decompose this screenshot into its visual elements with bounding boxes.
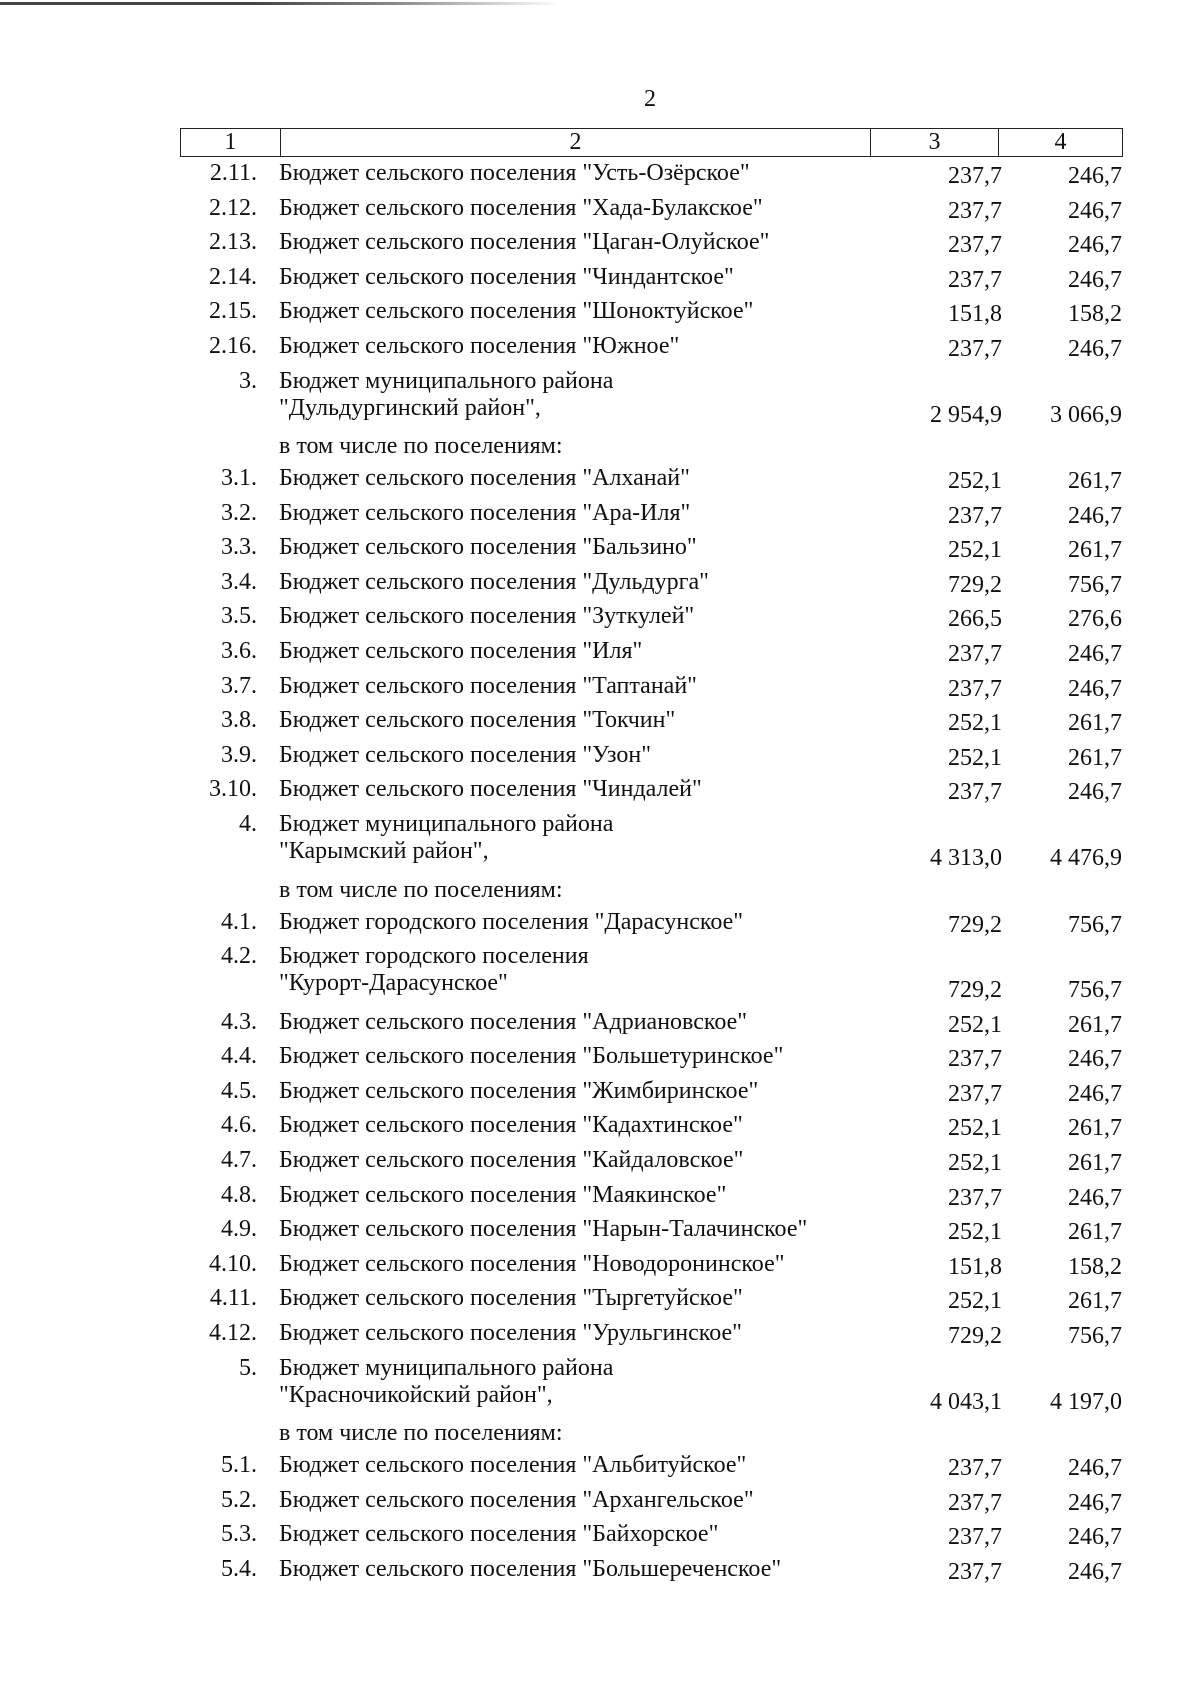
budget-name-line: Бюджет сельского поселения "Цаган-Олуйское" <box>279 229 770 256</box>
value-column-3: 729,2 <box>948 571 1002 598</box>
budget-name <box>279 1556 899 1583</box>
value-column-4: 261,7 <box>1068 1219 1122 1246</box>
page-number: 2 <box>644 86 656 112</box>
column-header-row <box>180 128 1123 157</box>
budget-name-line: в том числе по поселениям: <box>279 1420 563 1447</box>
budget-name-line-2: "Курорт-Дарасунское" <box>279 970 508 997</box>
value-column-4: 261,7 <box>1068 1288 1122 1315</box>
budget-name <box>279 1182 899 1209</box>
value-column-4: 261,7 <box>1068 744 1122 771</box>
budget-name <box>279 1452 899 1479</box>
budget-name-line: Бюджет сельского поселения "Кайдаловское" <box>279 1146 744 1173</box>
value-column-4: 246,7 <box>1068 1489 1122 1516</box>
budget-name <box>279 433 899 460</box>
value-column-3: 237,7 <box>948 1524 1002 1551</box>
budget-name-line-2: "Дульдургинский район", <box>279 394 541 421</box>
value-column-3: 252,1 <box>948 468 1002 495</box>
value-column-3: 237,7 <box>948 266 1002 293</box>
budget-name <box>279 1078 899 1105</box>
value-column-4: 246,7 <box>1068 1080 1122 1107</box>
budget-name <box>279 465 899 492</box>
table-row <box>180 195 1123 230</box>
table-row <box>180 1285 1123 1320</box>
budget-name <box>279 1251 899 1278</box>
value-column-4: 756,7 <box>1068 911 1122 938</box>
table-row <box>180 943 1123 1009</box>
row-number: 3.8. <box>221 707 257 734</box>
budget-name <box>279 333 899 360</box>
table-row <box>180 229 1123 264</box>
table-row <box>180 707 1123 742</box>
value-column-3: 237,7 <box>948 163 1002 189</box>
value-column-4: 261,7 <box>1068 1011 1122 1038</box>
budget-name <box>279 603 899 630</box>
row-number: 4.7. <box>221 1146 257 1173</box>
column-header-4: 4 <box>1054 129 1067 155</box>
table-row <box>180 1009 1123 1044</box>
budget-name-line: Бюджет сельского поселения "Алханай" <box>279 465 690 492</box>
budget-name-line: Бюджет сельского поселения "Большереченское" <box>279 1555 782 1582</box>
budget-name <box>279 1487 899 1514</box>
budget-name-line: Бюджет сельского поселения "Чиндалей" <box>279 776 702 803</box>
table-row <box>180 1147 1123 1182</box>
value-column-4: 246,7 <box>1068 335 1122 362</box>
budget-name-line: Бюджет городского поселения "Дарасунское" <box>279 908 744 935</box>
budget-name <box>279 534 899 561</box>
budget-name <box>279 569 899 596</box>
value-column-4: 246,7 <box>1068 1524 1122 1551</box>
row-number: 2.16. <box>209 332 257 359</box>
value-column-4: 261,7 <box>1068 1149 1122 1176</box>
row-number: 4. <box>239 811 257 837</box>
value-column-4: 158,2 <box>1068 301 1122 328</box>
value-column-3: 252,1 <box>948 537 1002 564</box>
value-column-4: 261,7 <box>1068 468 1122 495</box>
value-column-3: 237,7 <box>948 1489 1002 1516</box>
value-column-4: 261,7 <box>1068 537 1122 564</box>
budget-name-line: Бюджет сельского поселения "Архангельское" <box>279 1486 754 1513</box>
row-number: 3.9. <box>221 741 257 768</box>
table-row <box>180 1112 1123 1147</box>
value-column-3: 237,7 <box>948 1558 1002 1585</box>
value-column-3: 2 954,9 <box>930 401 1002 428</box>
value-column-3: 237,7 <box>948 779 1002 806</box>
value-column-3: 237,7 <box>948 1046 1002 1073</box>
table-row <box>180 500 1123 535</box>
value-column-4: 158,2 <box>1068 1253 1122 1280</box>
budget-name-line: Бюджет сельского поселения "Таптанай" <box>279 672 697 699</box>
row-number: 5.4. <box>221 1555 257 1582</box>
value-column-3: 237,7 <box>948 1455 1002 1482</box>
value-column-3: 237,7 <box>948 232 1002 259</box>
row-number: 4.11. <box>209 1285 257 1312</box>
budget-name-line: в том числе по поселениям: <box>279 876 563 903</box>
budget-name <box>279 1112 899 1139</box>
table-row <box>180 333 1123 368</box>
budget-name-line: Бюджет сельского поселения "Нарын-Талачинское" <box>279 1216 808 1243</box>
row-number: 3.7. <box>221 672 257 699</box>
row-number: 4.3. <box>221 1008 257 1035</box>
budget-name-line-2: "Карымский район", <box>279 838 489 864</box>
value-column-4: 261,7 <box>1068 1115 1122 1142</box>
budget-name-line: Бюджет сельского поселения "Чиндантское" <box>279 263 734 290</box>
budget-name-line: Бюджет сельского поселения "Зуткулей" <box>279 603 695 630</box>
value-column-4: 246,7 <box>1068 502 1122 529</box>
table-row <box>180 1320 1123 1355</box>
table-row <box>180 673 1123 708</box>
row-number: 5.2. <box>221 1486 257 1513</box>
table-row <box>180 368 1123 434</box>
budget-name <box>279 1043 899 1070</box>
budget-name-line: Бюджет сельского поселения "Узон" <box>279 741 652 768</box>
value-column-3: 237,7 <box>948 335 1002 362</box>
budget-name <box>279 368 899 422</box>
budget-name <box>279 195 899 222</box>
row-number: 3.6. <box>221 638 257 665</box>
value-column-3: 237,7 <box>948 1184 1002 1211</box>
row-number: 4.4. <box>221 1043 257 1070</box>
budget-name-line: Бюджет сельского поселения "Урульгинское" <box>279 1319 742 1346</box>
table-row <box>180 1216 1123 1251</box>
table-row <box>180 1556 1123 1591</box>
subheading-row <box>180 433 1123 465</box>
budget-name <box>279 742 899 769</box>
value-column-3: 237,7 <box>948 197 1002 224</box>
value-column-4: 246,7 <box>1068 675 1122 702</box>
budget-name-line: Бюджет сельского поселения "Маякинское" <box>279 1181 727 1208</box>
budget-name-line: Бюджет сельского поселения "Байхорское" <box>279 1521 719 1548</box>
row-number: 3.10. <box>209 776 257 803</box>
budget-name-line: Бюджет сельского поселения "Шоноктуйское" <box>279 298 754 325</box>
table-row <box>180 1182 1123 1217</box>
budget-name <box>279 500 899 527</box>
row-number: 4.9. <box>221 1216 257 1243</box>
table-row <box>180 742 1123 777</box>
value-column-3: 237,7 <box>948 1080 1002 1107</box>
value-column-4: 246,7 <box>1068 779 1122 806</box>
table-row <box>180 264 1123 299</box>
row-number: 4.6. <box>221 1112 257 1139</box>
table-row <box>180 1043 1123 1078</box>
row-number: 3.3. <box>221 534 257 561</box>
budget-name-line: Бюджет муниципального района <box>279 367 614 394</box>
table-row <box>180 909 1123 944</box>
value-column-4: 276,6 <box>1068 606 1122 633</box>
value-column-3: 151,8 <box>948 301 1002 328</box>
budget-name <box>279 638 899 665</box>
budget-name <box>279 1285 899 1312</box>
budget-name <box>279 1320 899 1347</box>
budget-name-line: Бюджет сельского поселения "Южное" <box>279 332 680 359</box>
budget-name-line: в том числе по поселениям: <box>279 433 563 460</box>
table-row <box>180 1078 1123 1113</box>
budget-name <box>279 707 899 734</box>
budget-name-line: Бюджет сельского поселения "Тыргетуйское" <box>279 1285 743 1312</box>
budget-name-line: Бюджет сельского поселения "Токчин" <box>279 707 676 734</box>
budget-name <box>279 1147 899 1174</box>
budget-name <box>279 673 899 700</box>
value-column-3: 252,1 <box>948 1115 1002 1142</box>
value-column-4: 246,7 <box>1068 1046 1122 1073</box>
budget-name-line: Бюджет сельского поселения "Бальзино" <box>279 534 697 561</box>
value-column-3: 252,1 <box>948 744 1002 771</box>
budget-name <box>279 1420 899 1447</box>
budget-name-line: Бюджет сельского поселения "Жимбиринское" <box>279 1077 759 1104</box>
budget-name-line: Бюджет сельского поселения "Иля" <box>279 638 643 665</box>
value-column-3: 252,1 <box>948 1288 1002 1315</box>
budget-name-line: Бюджет сельского поселения "Адриановское" <box>279 1008 748 1035</box>
budget-table-body <box>180 160 1123 1590</box>
row-number: 3.1. <box>221 465 257 492</box>
value-column-4: 246,7 <box>1068 163 1122 189</box>
budget-name <box>279 877 899 904</box>
value-column-3: 266,5 <box>948 606 1002 633</box>
row-number: 4.1. <box>221 908 257 935</box>
table-row <box>180 638 1123 673</box>
table-row <box>180 160 1123 195</box>
table-row <box>180 1521 1123 1556</box>
value-column-3: 4 043,1 <box>930 1388 1002 1415</box>
column-header-2: 2 <box>281 129 871 156</box>
column-header-3: 3 <box>871 129 999 156</box>
value-column-4: 246,7 <box>1068 1558 1122 1585</box>
table-row <box>180 298 1123 333</box>
value-column-3: 252,1 <box>948 1011 1002 1038</box>
value-column-4: 756,7 <box>1068 1322 1122 1349</box>
budget-name <box>279 298 899 325</box>
budget-name <box>279 1355 899 1409</box>
value-column-4: 3 066,9 <box>1050 401 1122 428</box>
table-row <box>180 603 1123 638</box>
value-column-4: 246,7 <box>1068 197 1122 224</box>
value-column-3: 4 313,0 <box>930 845 1002 871</box>
budget-name-line: Бюджет сельского поселения "Большетуринское" <box>279 1043 784 1070</box>
row-number: 4.8. <box>221 1181 257 1208</box>
budget-name-line: Бюджет сельского поселения "Кадахтинское" <box>279 1112 743 1139</box>
row-number: 4.10. <box>209 1250 257 1277</box>
table-row <box>180 465 1123 500</box>
value-column-3: 237,7 <box>948 502 1002 529</box>
value-column-3: 237,7 <box>948 641 1002 668</box>
table-row <box>180 1487 1123 1522</box>
value-column-3: 729,2 <box>948 911 1002 938</box>
budget-name <box>279 1216 899 1243</box>
value-column-4: 246,7 <box>1068 266 1122 293</box>
value-column-4: 246,7 <box>1068 232 1122 259</box>
row-number: 2.15. <box>209 298 257 325</box>
row-number: 5. <box>239 1354 257 1381</box>
budget-name-line: Бюджет сельского поселения "Дульдурга" <box>279 568 709 595</box>
subheading-row <box>180 877 1123 909</box>
budget-name-line: Бюджет сельского поселения "Ара-Иля" <box>279 499 691 526</box>
value-column-4: 261,7 <box>1068 710 1122 737</box>
budget-name <box>279 1521 899 1548</box>
row-number: 2.12. <box>209 194 257 221</box>
row-number: 2.11. <box>209 160 257 186</box>
budget-name-line: Бюджет муниципального района <box>279 1354 614 1381</box>
budget-name-line: Бюджет сельского поселения "Усть-Озёрское" <box>279 160 750 186</box>
subheading-row <box>180 1420 1123 1452</box>
value-column-4: 756,7 <box>1068 571 1122 598</box>
value-column-3: 729,2 <box>948 977 1002 1004</box>
table-row <box>180 811 1123 877</box>
budget-name-line: Бюджет сельского поселения "Альбитуйское" <box>279 1452 747 1479</box>
budget-name <box>279 229 899 256</box>
table-row <box>180 534 1123 569</box>
value-column-4: 756,7 <box>1068 977 1122 1004</box>
table-row <box>180 776 1123 811</box>
table-row <box>180 1355 1123 1421</box>
row-number: 5.1. <box>221 1452 257 1479</box>
table-row <box>180 1251 1123 1286</box>
row-number: 2.14. <box>209 263 257 290</box>
row-number: 4.2. <box>221 943 257 970</box>
value-column-3: 729,2 <box>948 1322 1002 1349</box>
budget-name <box>279 811 899 865</box>
row-number: 3.4. <box>221 568 257 595</box>
value-column-3: 252,1 <box>948 1219 1002 1246</box>
budget-name <box>279 264 899 291</box>
budget-name-line: Бюджет сельского поселения "Хада-Булакское" <box>279 194 763 221</box>
budget-name-line: Бюджет сельского поселения "Новодоронинское" <box>279 1250 785 1277</box>
scan-border-line <box>0 2 560 5</box>
column-header-1: 1 <box>181 129 281 156</box>
budget-name <box>279 909 899 936</box>
value-column-4: 246,7 <box>1068 641 1122 668</box>
row-number: 5.3. <box>221 1521 257 1548</box>
value-column-3: 237,7 <box>948 675 1002 702</box>
table-row <box>180 569 1123 604</box>
value-column-4: 4 476,9 <box>1050 845 1122 871</box>
budget-name-line-2: "Красночикойский район", <box>279 1381 553 1408</box>
value-column-4: 4 197,0 <box>1050 1388 1122 1415</box>
row-number: 3. <box>239 367 257 394</box>
value-column-3: 151,8 <box>948 1253 1002 1280</box>
row-number: 4.5. <box>221 1077 257 1104</box>
row-number: 2.13. <box>209 229 257 256</box>
value-column-3: 252,1 <box>948 1149 1002 1176</box>
table-row <box>180 1452 1123 1487</box>
value-column-4: 246,7 <box>1068 1455 1122 1482</box>
row-number: 3.5. <box>221 603 257 630</box>
budget-name <box>279 1009 899 1036</box>
budget-name <box>279 776 899 803</box>
budget-name-line: Бюджет муниципального района <box>279 811 614 837</box>
value-column-4: 246,7 <box>1068 1184 1122 1211</box>
row-number: 3.2. <box>221 499 257 526</box>
value-column-3: 252,1 <box>948 710 1002 737</box>
budget-name <box>279 943 899 997</box>
row-number: 4.12. <box>209 1319 257 1346</box>
budget-name <box>279 160 899 187</box>
budget-name-line: Бюджет городского поселения <box>279 943 589 970</box>
